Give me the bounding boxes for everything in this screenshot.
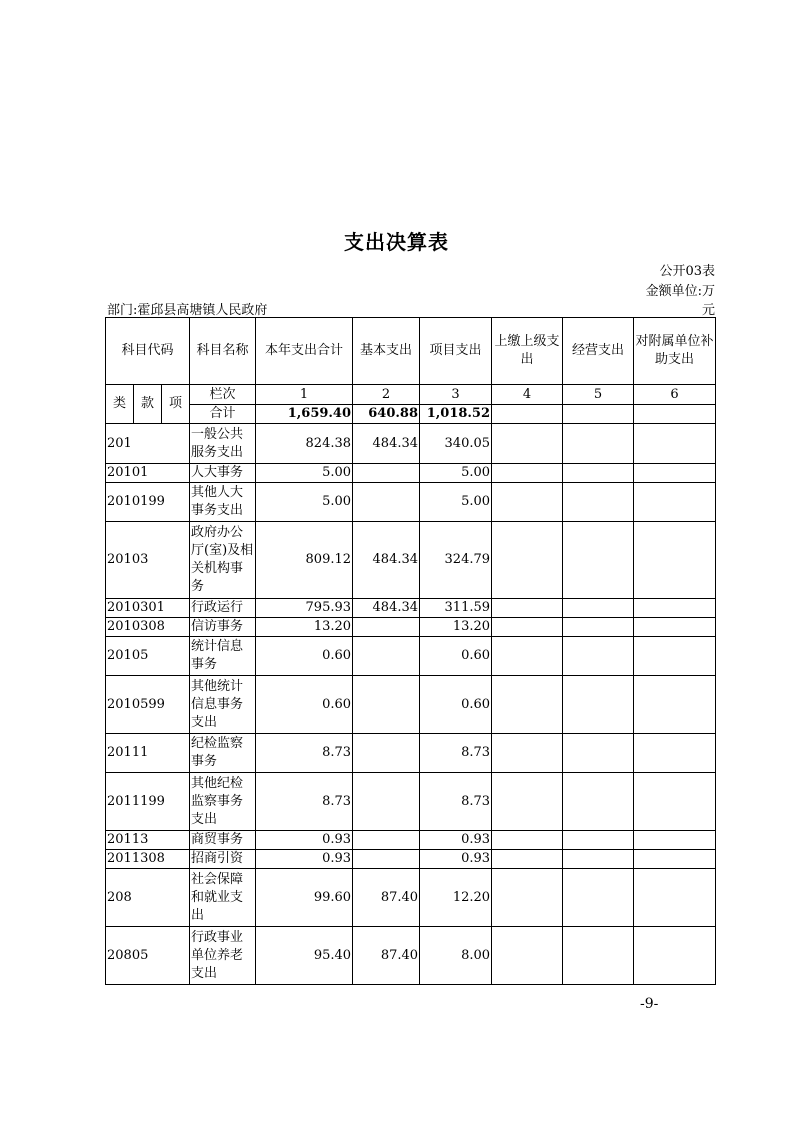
- department-name: 霍邱县高塘镇人民政府: [137, 303, 268, 318]
- row-col2: 87.40: [353, 927, 420, 985]
- row-col1: 0.60: [256, 676, 353, 734]
- row-col2: [353, 464, 420, 483]
- row-col3: 0.60: [420, 676, 492, 734]
- expenditure-table: [105, 317, 716, 985]
- header-col4: 上缴上级支出: [492, 318, 563, 385]
- row-col4: [492, 676, 563, 734]
- row-col5: [563, 464, 634, 483]
- row-col3: 8.00: [420, 927, 492, 985]
- header-name: 科目名称: [190, 318, 256, 385]
- table-row: [106, 869, 716, 927]
- department-line: [107, 299, 267, 318]
- row-col6: [634, 734, 716, 773]
- row-col1: 0.60: [256, 637, 353, 676]
- table-row: [106, 599, 716, 618]
- row-col3: 8.73: [420, 773, 492, 831]
- row-col4: [492, 599, 563, 618]
- row-code: 2010308: [106, 618, 190, 637]
- row-col5: [563, 424, 634, 464]
- row-col1: 5.00: [256, 464, 353, 483]
- row-col4: [492, 850, 563, 869]
- table-row: [106, 927, 716, 985]
- row-col6: [634, 464, 716, 483]
- page-title: 支出决算表: [344, 230, 449, 254]
- row-code: 2011308: [106, 850, 190, 869]
- header-col2: 基本支出: [353, 318, 420, 385]
- row-col6: [634, 869, 716, 927]
- row-col5: [563, 831, 634, 850]
- row-code: 20113: [106, 831, 190, 850]
- row-name: 行政事业单位养老支出: [190, 927, 256, 985]
- header-xiang: 项: [162, 385, 190, 424]
- col-number-3: 3: [420, 385, 492, 405]
- row-code: 2010301: [106, 599, 190, 618]
- total-label: 合计: [190, 405, 256, 424]
- col-number-6: 6: [634, 385, 716, 405]
- table-row: [106, 676, 716, 734]
- row-col2: [353, 734, 420, 773]
- row-code: 2010599: [106, 676, 190, 734]
- row-col2: [353, 483, 420, 522]
- header-row: [106, 318, 716, 385]
- row-col1: 824.38: [256, 424, 353, 464]
- row-code: 20103: [106, 522, 190, 599]
- row-col1: 795.93: [256, 599, 353, 618]
- row-col4: [492, 483, 563, 522]
- row-col2: [353, 850, 420, 869]
- row-col3: 311.59: [420, 599, 492, 618]
- unit-label-tail: 元: [701, 303, 715, 318]
- header-col5: 经营支出: [563, 318, 634, 385]
- header-col3: 项目支出: [420, 318, 492, 385]
- row-col3: 0.93: [420, 831, 492, 850]
- table-row: [106, 618, 716, 637]
- table-row: [106, 464, 716, 483]
- row-name: 社会保障和就业支出: [190, 869, 256, 927]
- row-name: 信访事务: [190, 618, 256, 637]
- row-col6: [634, 483, 716, 522]
- row-col5: [563, 734, 634, 773]
- row-col2: 484.34: [353, 599, 420, 618]
- row-name: 行政运行: [190, 599, 256, 618]
- row-col5: [563, 637, 634, 676]
- row-col5: [563, 483, 634, 522]
- row-col1: 95.40: [256, 927, 353, 985]
- row-name: 人大事务: [190, 464, 256, 483]
- department-label: 部门:: [107, 303, 138, 318]
- row-col2: 484.34: [353, 522, 420, 599]
- row-code: 20111: [106, 734, 190, 773]
- row-col4: [492, 831, 563, 850]
- row-col1: 0.93: [256, 850, 353, 869]
- row-col1: 8.73: [256, 773, 353, 831]
- row-col6: [634, 850, 716, 869]
- row-col6: [634, 522, 716, 599]
- row-col3: 5.00: [420, 483, 492, 522]
- row-col6: [634, 773, 716, 831]
- row-col6: [634, 618, 716, 637]
- row-col6: [634, 599, 716, 618]
- row-col1: 0.93: [256, 831, 353, 850]
- row-col6: [634, 424, 716, 464]
- total-col6: [634, 405, 716, 424]
- row-col4: [492, 464, 563, 483]
- row-name: 商贸事务: [190, 831, 256, 850]
- row-col5: [563, 927, 634, 985]
- header-col6: 对附属单位补助支出: [634, 318, 716, 385]
- row-col4: [492, 869, 563, 927]
- row-col5: [563, 599, 634, 618]
- row-col5: [563, 522, 634, 599]
- row-col3: 0.93: [420, 850, 492, 869]
- unit-label: 金额单位:万: [645, 284, 715, 299]
- table-row: [106, 850, 716, 869]
- col-number-5: 5: [563, 385, 634, 405]
- table-row: [106, 734, 716, 773]
- row-col3: 13.20: [420, 618, 492, 637]
- row-col5: [563, 850, 634, 869]
- page-number: -9-: [640, 996, 659, 1012]
- row-name: 其他人大事务支出: [190, 483, 256, 522]
- table-row: [106, 831, 716, 850]
- row-col3: 324.79: [420, 522, 492, 599]
- row-col4: [492, 773, 563, 831]
- row-col2: [353, 831, 420, 850]
- row-name: 其他纪检监察事务支出: [190, 773, 256, 831]
- row-col6: [634, 831, 716, 850]
- header-lei: 类: [106, 385, 134, 424]
- row-col2: [353, 773, 420, 831]
- header-col1: 本年支出合计: [256, 318, 353, 385]
- row-col4: [492, 734, 563, 773]
- row-name: 招商引资: [190, 850, 256, 869]
- table-row: [106, 424, 716, 464]
- total-col4: [492, 405, 563, 424]
- total-col5: [563, 405, 634, 424]
- row-col5: [563, 869, 634, 927]
- col-number-4: 4: [492, 385, 563, 405]
- row-code: 20105: [106, 637, 190, 676]
- total-row: [106, 405, 716, 424]
- row-col2: 87.40: [353, 869, 420, 927]
- row-name: 一般公共服务支出: [190, 424, 256, 464]
- header-code: 科目代码: [106, 318, 190, 385]
- row-col1: 13.20: [256, 618, 353, 637]
- header-kuan: 款: [134, 385, 162, 424]
- row-col1: 5.00: [256, 483, 353, 522]
- row-col1: 99.60: [256, 869, 353, 927]
- table-row: [106, 522, 716, 599]
- row-code: 20101: [106, 464, 190, 483]
- form-number: 公开03表: [659, 264, 715, 279]
- col-number-2: 2: [353, 385, 420, 405]
- row-name: 纪检监察事务: [190, 734, 256, 773]
- table-row: [106, 773, 716, 831]
- table-row: [106, 483, 716, 522]
- col-number-1: 1: [256, 385, 353, 405]
- total-col1: 1,659.40: [256, 405, 353, 424]
- row-code: 208: [106, 869, 190, 927]
- row-name: 其他统计信息事务支出: [190, 676, 256, 734]
- row-col5: [563, 618, 634, 637]
- row-col2: [353, 618, 420, 637]
- row-col3: 8.73: [420, 734, 492, 773]
- row-col4: [492, 618, 563, 637]
- row-col3: 340.05: [420, 424, 492, 464]
- row-col3: 0.60: [420, 637, 492, 676]
- row-name: 政府办公厅(室)及相关机构事务: [190, 522, 256, 599]
- row-col4: [492, 637, 563, 676]
- row-col2: 484.34: [353, 424, 420, 464]
- row-col6: [634, 637, 716, 676]
- row-col2: [353, 676, 420, 734]
- row-col4: [492, 522, 563, 599]
- row-code: 2010199: [106, 483, 190, 522]
- column-number-row: [106, 385, 716, 405]
- header-lanci: 栏次: [190, 385, 256, 405]
- row-col6: [634, 927, 716, 985]
- row-col2: [353, 637, 420, 676]
- total-col3: 1,018.52: [420, 405, 492, 424]
- row-code: 201: [106, 424, 190, 464]
- row-col1: 8.73: [256, 734, 353, 773]
- row-col1: 809.12: [256, 522, 353, 599]
- row-col4: [492, 927, 563, 985]
- total-col2: 640.88: [353, 405, 420, 424]
- row-code: 2011199: [106, 773, 190, 831]
- table-row: [106, 637, 716, 676]
- row-col5: [563, 773, 634, 831]
- row-col3: 5.00: [420, 464, 492, 483]
- row-col5: [563, 676, 634, 734]
- row-name: 统计信息事务: [190, 637, 256, 676]
- row-col6: [634, 676, 716, 734]
- row-col3: 12.20: [420, 869, 492, 927]
- row-code: 20805: [106, 927, 190, 985]
- row-col4: [492, 424, 563, 464]
